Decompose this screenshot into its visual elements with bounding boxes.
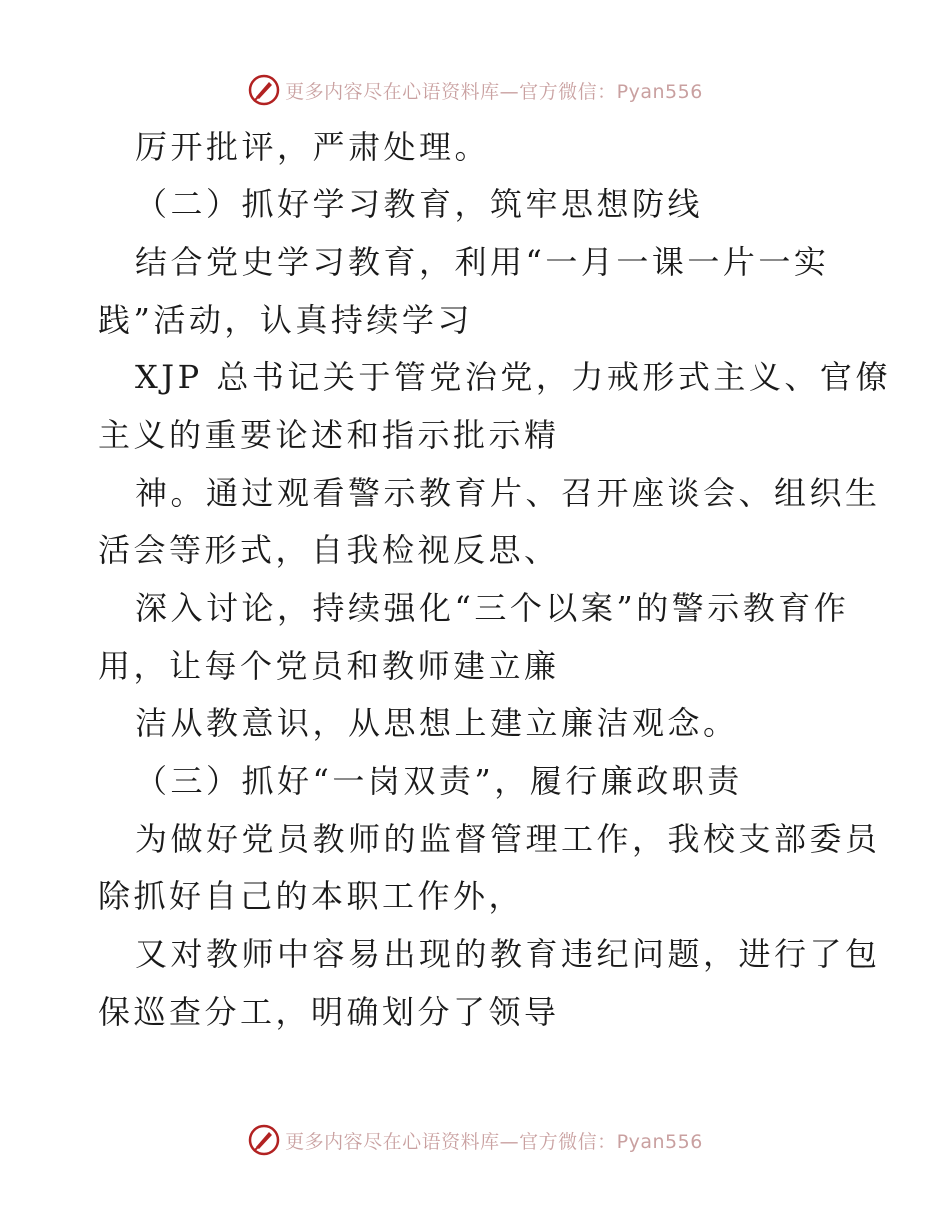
body-line: 除抓好自己的本职工作外，	[98, 877, 525, 915]
footer-banner	[0, 1120, 950, 1160]
header-banner	[0, 70, 950, 110]
body-line: 深入讨论，持续强化“三个以案”的警示教育作	[135, 589, 850, 627]
body-line: 保巡查分工，明确划分了领导	[98, 993, 560, 1031]
quill-pen-logo-icon	[247, 73, 281, 107]
body-line: 活会等形式，自我检视反思、	[98, 531, 560, 569]
body-line: 神。通过观看警示教育片、召开座谈会、组织生	[135, 474, 881, 512]
body-line: 又对教师中容易出现的教育违纪问题，进行了包	[135, 935, 881, 973]
body-line: 洁从教意识，从思想上建立廉洁观念。	[135, 704, 739, 742]
body-line: XJP 总书记关于管党治党，力戒形式主义、官僚	[135, 358, 891, 396]
body-line: 结合党史学习教育，利用“一月一课一片一实	[135, 243, 830, 281]
body-line: 为做好党员教师的监督管理工作，我校支部委员	[135, 820, 881, 858]
body-line: 用，让每个党员和教师建立廉	[98, 647, 560, 685]
quill-pen-logo-icon	[247, 1123, 281, 1157]
section-heading: （二）抓好学习教育，筑牢思想防线	[135, 185, 704, 223]
header-banner-text: 更多内容尽在心语资料库—官方微信：Pyan556	[285, 80, 703, 103]
body-line: 践”活动，认真持续学习	[98, 301, 473, 339]
body-line: 主义的重要论述和指示批示精	[98, 416, 560, 454]
footer-banner-text: 更多内容尽在心语资料库—官方微信：Pyan556	[285, 1130, 703, 1153]
section-heading: （三）抓好“一岗双责”，履行廉政职责	[135, 762, 743, 800]
body-line: 厉开批评，严肃处理。	[135, 128, 491, 166]
